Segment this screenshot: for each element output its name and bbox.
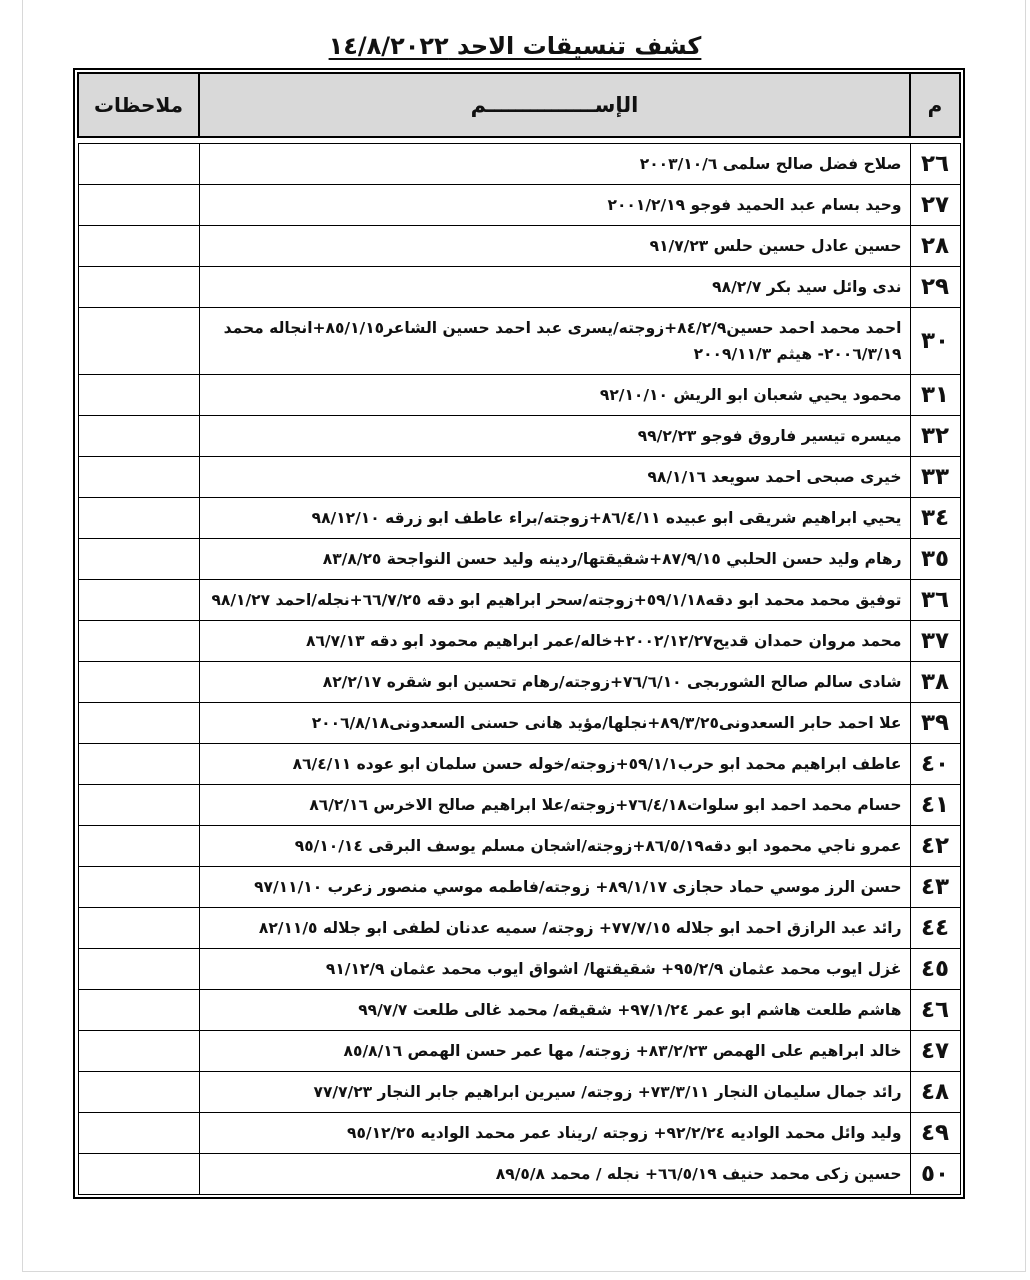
row-number: ٤٣ <box>910 866 960 907</box>
row-number: ٢٦ <box>910 143 960 184</box>
row-notes <box>78 907 199 948</box>
row-number: ٣٦ <box>910 579 960 620</box>
row-notes <box>78 825 199 866</box>
header-name: الإســـــــــــــــم <box>199 73 910 137</box>
row-name: وليد وائل محمد الواديه ٩٢/٢/٢٤+ زوجته /ريناد عمر محمد الواديه ٩٥/١٢/٢٥ <box>199 1112 910 1153</box>
row-notes <box>78 948 199 989</box>
table-row <box>78 456 960 497</box>
table-row <box>78 825 960 866</box>
row-notes <box>78 225 199 266</box>
row-number: ٣٩ <box>910 702 960 743</box>
table-row <box>78 415 960 456</box>
row-notes <box>78 866 199 907</box>
row-number: ٢٨ <box>910 225 960 266</box>
row-notes <box>78 266 199 307</box>
row-name: وحيد بسام عبد الحميد فوجو ٢٠٠١/٢/١٩ <box>199 184 910 225</box>
coordination-table <box>77 72 961 1195</box>
table-header-row <box>78 73 960 137</box>
table-row <box>78 948 960 989</box>
row-number: ٣٣ <box>910 456 960 497</box>
row-notes <box>78 989 199 1030</box>
row-notes <box>78 497 199 538</box>
table-row <box>78 784 960 825</box>
table-row <box>78 866 960 907</box>
row-name: خالد ابراهيم على الهمص ٨٣/٢/٢٣+ زوجته/ مها عمر حسن الهمص ٨٥/٨/١٦ <box>199 1030 910 1071</box>
table-body <box>78 137 960 1194</box>
row-number: ٤٥ <box>910 948 960 989</box>
row-number: ٣١ <box>910 374 960 415</box>
table-row <box>78 989 960 1030</box>
row-number: ٤٩ <box>910 1112 960 1153</box>
row-name: توفيق محمد محمد ابو دقه٥٩/١/١٨+زوجته/سحر ابراهيم ابو دقه ٦٦/٧/٢٥+نجله/احمد ٩٨/١/٢٧ <box>199 579 910 620</box>
table-row <box>78 743 960 784</box>
row-name: حسين زكى محمد حنيف ٦٦/٥/١٩+ نجله / محمد ٨٩/٥/٨ <box>199 1153 910 1194</box>
row-notes <box>78 456 199 497</box>
row-notes <box>78 1071 199 1112</box>
row-name: رهام وليد حسن الحلبي ٨٧/٩/١٥+شقيقتها/ردينه وليد حسن النواجحة ٨٣/٨/٢٥ <box>199 538 910 579</box>
row-name: رائد عبد الرازق احمد ابو جلاله ٧٧/٧/١٥+ زوجته/ سميه عدنان لطفى ابو جلاله ٨٢/١١/٥ <box>199 907 910 948</box>
row-number: ٢٧ <box>910 184 960 225</box>
table-row <box>78 579 960 620</box>
row-name: محمد مروان حمدان قديح٢٠٠٢/١٢/٢٧+خاله/عمر ابراهيم محمود ابو دقه ٨٦/٧/١٣ <box>199 620 910 661</box>
table-row <box>78 702 960 743</box>
row-name: شادى سالم صالح الشوربجى ٧٦/٦/١٠+زوجته/رهام تحسين ابو شقره ٨٢/٢/١٧ <box>199 661 910 702</box>
table-row <box>78 1153 960 1194</box>
table-row <box>78 143 960 184</box>
row-number: ٣٥ <box>910 538 960 579</box>
table-row <box>78 307 960 374</box>
row-name: خيرى صبحى احمد سويعد ٩٨/١/١٦ <box>199 456 910 497</box>
table-row <box>78 661 960 702</box>
row-notes <box>78 307 199 374</box>
row-number: ٤٧ <box>910 1030 960 1071</box>
row-name: ندى وائل سيد بكر ٩٨/٢/٧ <box>199 266 910 307</box>
table-row <box>78 1030 960 1071</box>
page-title: كشف تنسيقات الاحد ١٤/٨/٢٠٢٢ <box>328 32 702 60</box>
row-number: ٥٠ <box>910 1153 960 1194</box>
row-notes <box>78 538 199 579</box>
row-name: غزل ايوب محمد عثمان ٩٥/٢/٩+ شقيقتها/ اشواق ايوب محمد عثمان ٩١/١٢/٩ <box>199 948 910 989</box>
row-number: ٤٠ <box>910 743 960 784</box>
table-row <box>78 497 960 538</box>
row-name: حسين عادل حسين حلس ٩١/٧/٢٣ <box>199 225 910 266</box>
row-notes <box>78 784 199 825</box>
table-row <box>78 184 960 225</box>
table-row <box>78 225 960 266</box>
row-name: هاشم طلعت هاشم ابو عمر ٩٧/١/٢٤+ شقيقه/ محمد غالى طلعت ٩٩/٧/٧ <box>199 989 910 1030</box>
row-number: ٣٤ <box>910 497 960 538</box>
table-row <box>78 620 960 661</box>
table-row <box>78 1112 960 1153</box>
row-name: يحيي ابراهيم شريقى ابو عبيده ٨٦/٤/١١+زوجته/براء عاطف ابو زرقه ٩٨/١٢/١٠ <box>199 497 910 538</box>
row-name: ميسره تيسير فاروق فوجو ٩٩/٢/٢٣ <box>199 415 910 456</box>
coordination-table-frame <box>73 68 965 1199</box>
row-notes <box>78 702 199 743</box>
row-notes <box>78 743 199 784</box>
row-name: حسن الرز موسي حماد حجازى ٨٩/١/١٧+ زوجته/فاطمه موسي منصور زعرب ٩٧/١١/١٠ <box>199 866 910 907</box>
row-number: ٢٩ <box>910 266 960 307</box>
table-row <box>78 1071 960 1112</box>
row-notes <box>78 1112 199 1153</box>
table-row <box>78 538 960 579</box>
row-number: ٣٠ <box>910 307 960 374</box>
row-notes <box>78 415 199 456</box>
row-name: محمود يحيي شعبان ابو الريش ٩٢/١٠/١٠ <box>199 374 910 415</box>
row-name: عمرو ناجي محمود ابو دقه٨٦/٥/١٩+زوجته/اشجان مسلم يوسف البرقى ٩٥/١٠/١٤ <box>199 825 910 866</box>
row-number: ٤٢ <box>910 825 960 866</box>
table-row <box>78 374 960 415</box>
row-number: ٤١ <box>910 784 960 825</box>
row-notes <box>78 1030 199 1071</box>
row-name: علا احمد حابر السعدونى٨٩/٣/٢٥+نجلها/مؤيد هانى حسنى السعدونى٢٠٠٦/٨/١٨ <box>199 702 910 743</box>
row-number: ٣٢ <box>910 415 960 456</box>
row-name: احمد محمد احمد حسين٨٤/٢/٩+زوجته/يسرى عبد احمد حسين الشاعر٨٥/١/١٥+انجاله محمد ٢٠٠٦/٣/١٩- هيثم ٢٠٠٩/١١/٣ <box>199 307 910 374</box>
row-notes <box>78 1153 199 1194</box>
row-name: عاطف ابراهيم محمد ابو حرب٥٩/١/١+زوجته/خوله حسن سلمان ابو عوده ٨٦/٤/١١ <box>199 743 910 784</box>
table-row <box>78 266 960 307</box>
row-notes <box>78 661 199 702</box>
row-notes <box>78 184 199 225</box>
row-notes <box>78 143 199 184</box>
row-notes <box>78 579 199 620</box>
row-notes <box>78 374 199 415</box>
row-number: ٣٧ <box>910 620 960 661</box>
row-name: رائد جمال سليمان النجار ٧٣/٣/١١+ زوجته/ سيرين ابراهيم جابر النجار ٧٧/٧/٢٣ <box>199 1071 910 1112</box>
row-name: صلاح فضل صالح سلمى ٢٠٠٣/١٠/٦ <box>199 143 910 184</box>
header-notes: ملاحظات <box>78 73 199 137</box>
row-notes <box>78 620 199 661</box>
row-number: ٤٦ <box>910 989 960 1030</box>
row-number: ٤٤ <box>910 907 960 948</box>
row-number: ٤٨ <box>910 1071 960 1112</box>
header-number: م <box>910 73 960 137</box>
row-number: ٣٨ <box>910 661 960 702</box>
table-row <box>78 907 960 948</box>
row-name: حسام محمد احمد ابو سلوات٧٦/٤/١٨+زوجته/علا ابراهيم صالح الاخرس ٨٦/٢/١٦ <box>199 784 910 825</box>
